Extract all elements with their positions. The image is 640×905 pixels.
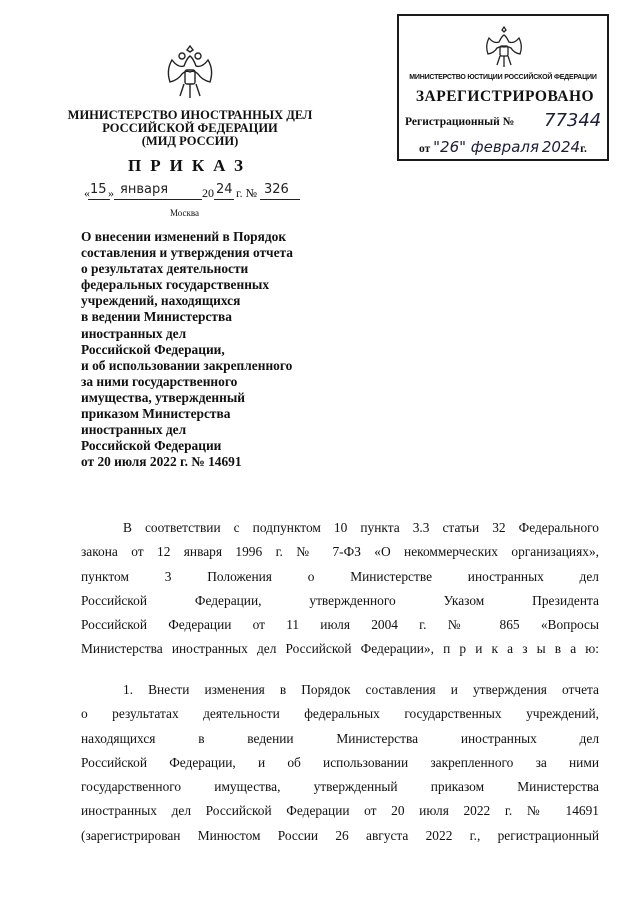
subject-line: иностранных дел: [81, 325, 187, 341]
paragraph-line: о результатах деятельности федеральных государственных учреждений,: [81, 706, 599, 722]
paragraph-line: закона от 12 января 1996 г. № 7-ФЗ «О некоммерческих организациях»,: [81, 544, 599, 560]
city-label: Москва: [170, 208, 199, 218]
date-year-suffix: 24: [216, 182, 233, 197]
subject-line: от 20 июля 2022 г. № 14691: [81, 454, 242, 470]
date-year-prefix: 20: [202, 186, 214, 200]
body-paragraph-1: [81, 516, 599, 662]
stamp-date-suffix: г.: [580, 143, 587, 155]
subject-line: в ведении Министерства: [81, 309, 232, 325]
ministry-name-line2: РОССИЙСКОЙ ФЕДЕРАЦИИ: [102, 121, 278, 135]
subject-line: за ними государственного: [81, 373, 238, 389]
coat-of-arms-emblem: [160, 40, 220, 104]
subject-line: приказом Министерства: [81, 406, 231, 422]
subject-line: составления и утверждения отчета: [81, 245, 293, 261]
paragraph-line: пунктом 3 Положения о Министерстве иностранных дел: [81, 568, 599, 584]
document-type-title: ПРИКАЗ: [128, 156, 252, 175]
paragraph-line: Российской Федерации, утвержденного Указом Президента: [81, 592, 599, 608]
document-subject: [81, 229, 341, 470]
paragraph-line: государственного имущества, утвержденный приказом Министерства: [81, 779, 599, 795]
subject-line: учреждений, находящихся: [81, 293, 241, 309]
paragraph-line: иностранных дел Российской Федерации от 20 июля 2022 г. № 14691: [81, 803, 599, 819]
stamp-status: ЗАРЕГИСТРИРОВАНО: [415, 88, 595, 105]
ministry-name-line1: МИНИСТЕРСТВО ИНОСТРАННЫХ ДЕЛ: [67, 108, 313, 122]
stamp-date-value: "26" февраля: [433, 138, 539, 156]
paragraph-line: (зарегистрирован Минюстом России 26 августа 2022 г., регистрационный: [81, 827, 599, 843]
subject-line: и об использовании закрепленного: [81, 357, 293, 373]
subject-line: федеральных государственных: [81, 277, 270, 293]
paragraph-line: Министерства иностранных дел Российской Федерации», п р и к а з ы в а ю:: [81, 641, 599, 657]
paragraph-line: 1. Внести изменения в Порядок составления и утверждения отчета: [123, 682, 599, 697]
stamp-date-row: [419, 138, 609, 156]
subject-line: Российской Федерации,: [81, 341, 225, 357]
order-date-number-row: [84, 182, 304, 202]
subject-line: имущества, утвержденный: [81, 389, 246, 405]
body-paragraph-2: [81, 678, 599, 848]
stamp-emblem-icon: [481, 24, 527, 70]
stamp-date-prefix: от: [419, 143, 431, 155]
subject-line: О внесении изменений в Порядок: [81, 229, 287, 244]
paragraph-line: Российской Федерации, и об использовании закрепленного за ними: [81, 754, 599, 770]
paragraph-line: находящихся в ведении Министерства иностранных дел: [81, 730, 599, 746]
paragraph-line: Российской Федерации от 11 июля 2004 г. № 865 «Вопросы: [81, 617, 599, 633]
subject-line: о результатах деятельности: [81, 261, 249, 277]
paragraph-line: В соответствии с подпунктом 10 пункта 3.3 статьи 32 Федерального: [123, 520, 599, 535]
subject-line: Российской Федерации: [81, 438, 222, 454]
order-number-label: г. №: [236, 186, 258, 200]
stamp-regno-label: Регистрационный №: [405, 116, 515, 128]
order-number-value: 326: [264, 182, 289, 197]
date-open-quote: «: [84, 186, 90, 200]
ministry-name-line3: (МИД РОССИИ): [141, 134, 239, 148]
date-month: января: [120, 182, 169, 197]
registration-stamp: [397, 14, 609, 161]
stamp-ministry: МИНИСТЕРСТВО ЮСТИЦИИ РОССИЙСКОЙ ФЕДЕРАЦИИ: [409, 74, 597, 81]
subject-line: иностранных дел: [81, 422, 187, 438]
stamp-date-year: 2024: [541, 138, 581, 156]
date-close-quote: »: [108, 186, 114, 200]
stamp-regno-value: 77344: [544, 110, 602, 131]
date-day: 15: [90, 182, 107, 197]
